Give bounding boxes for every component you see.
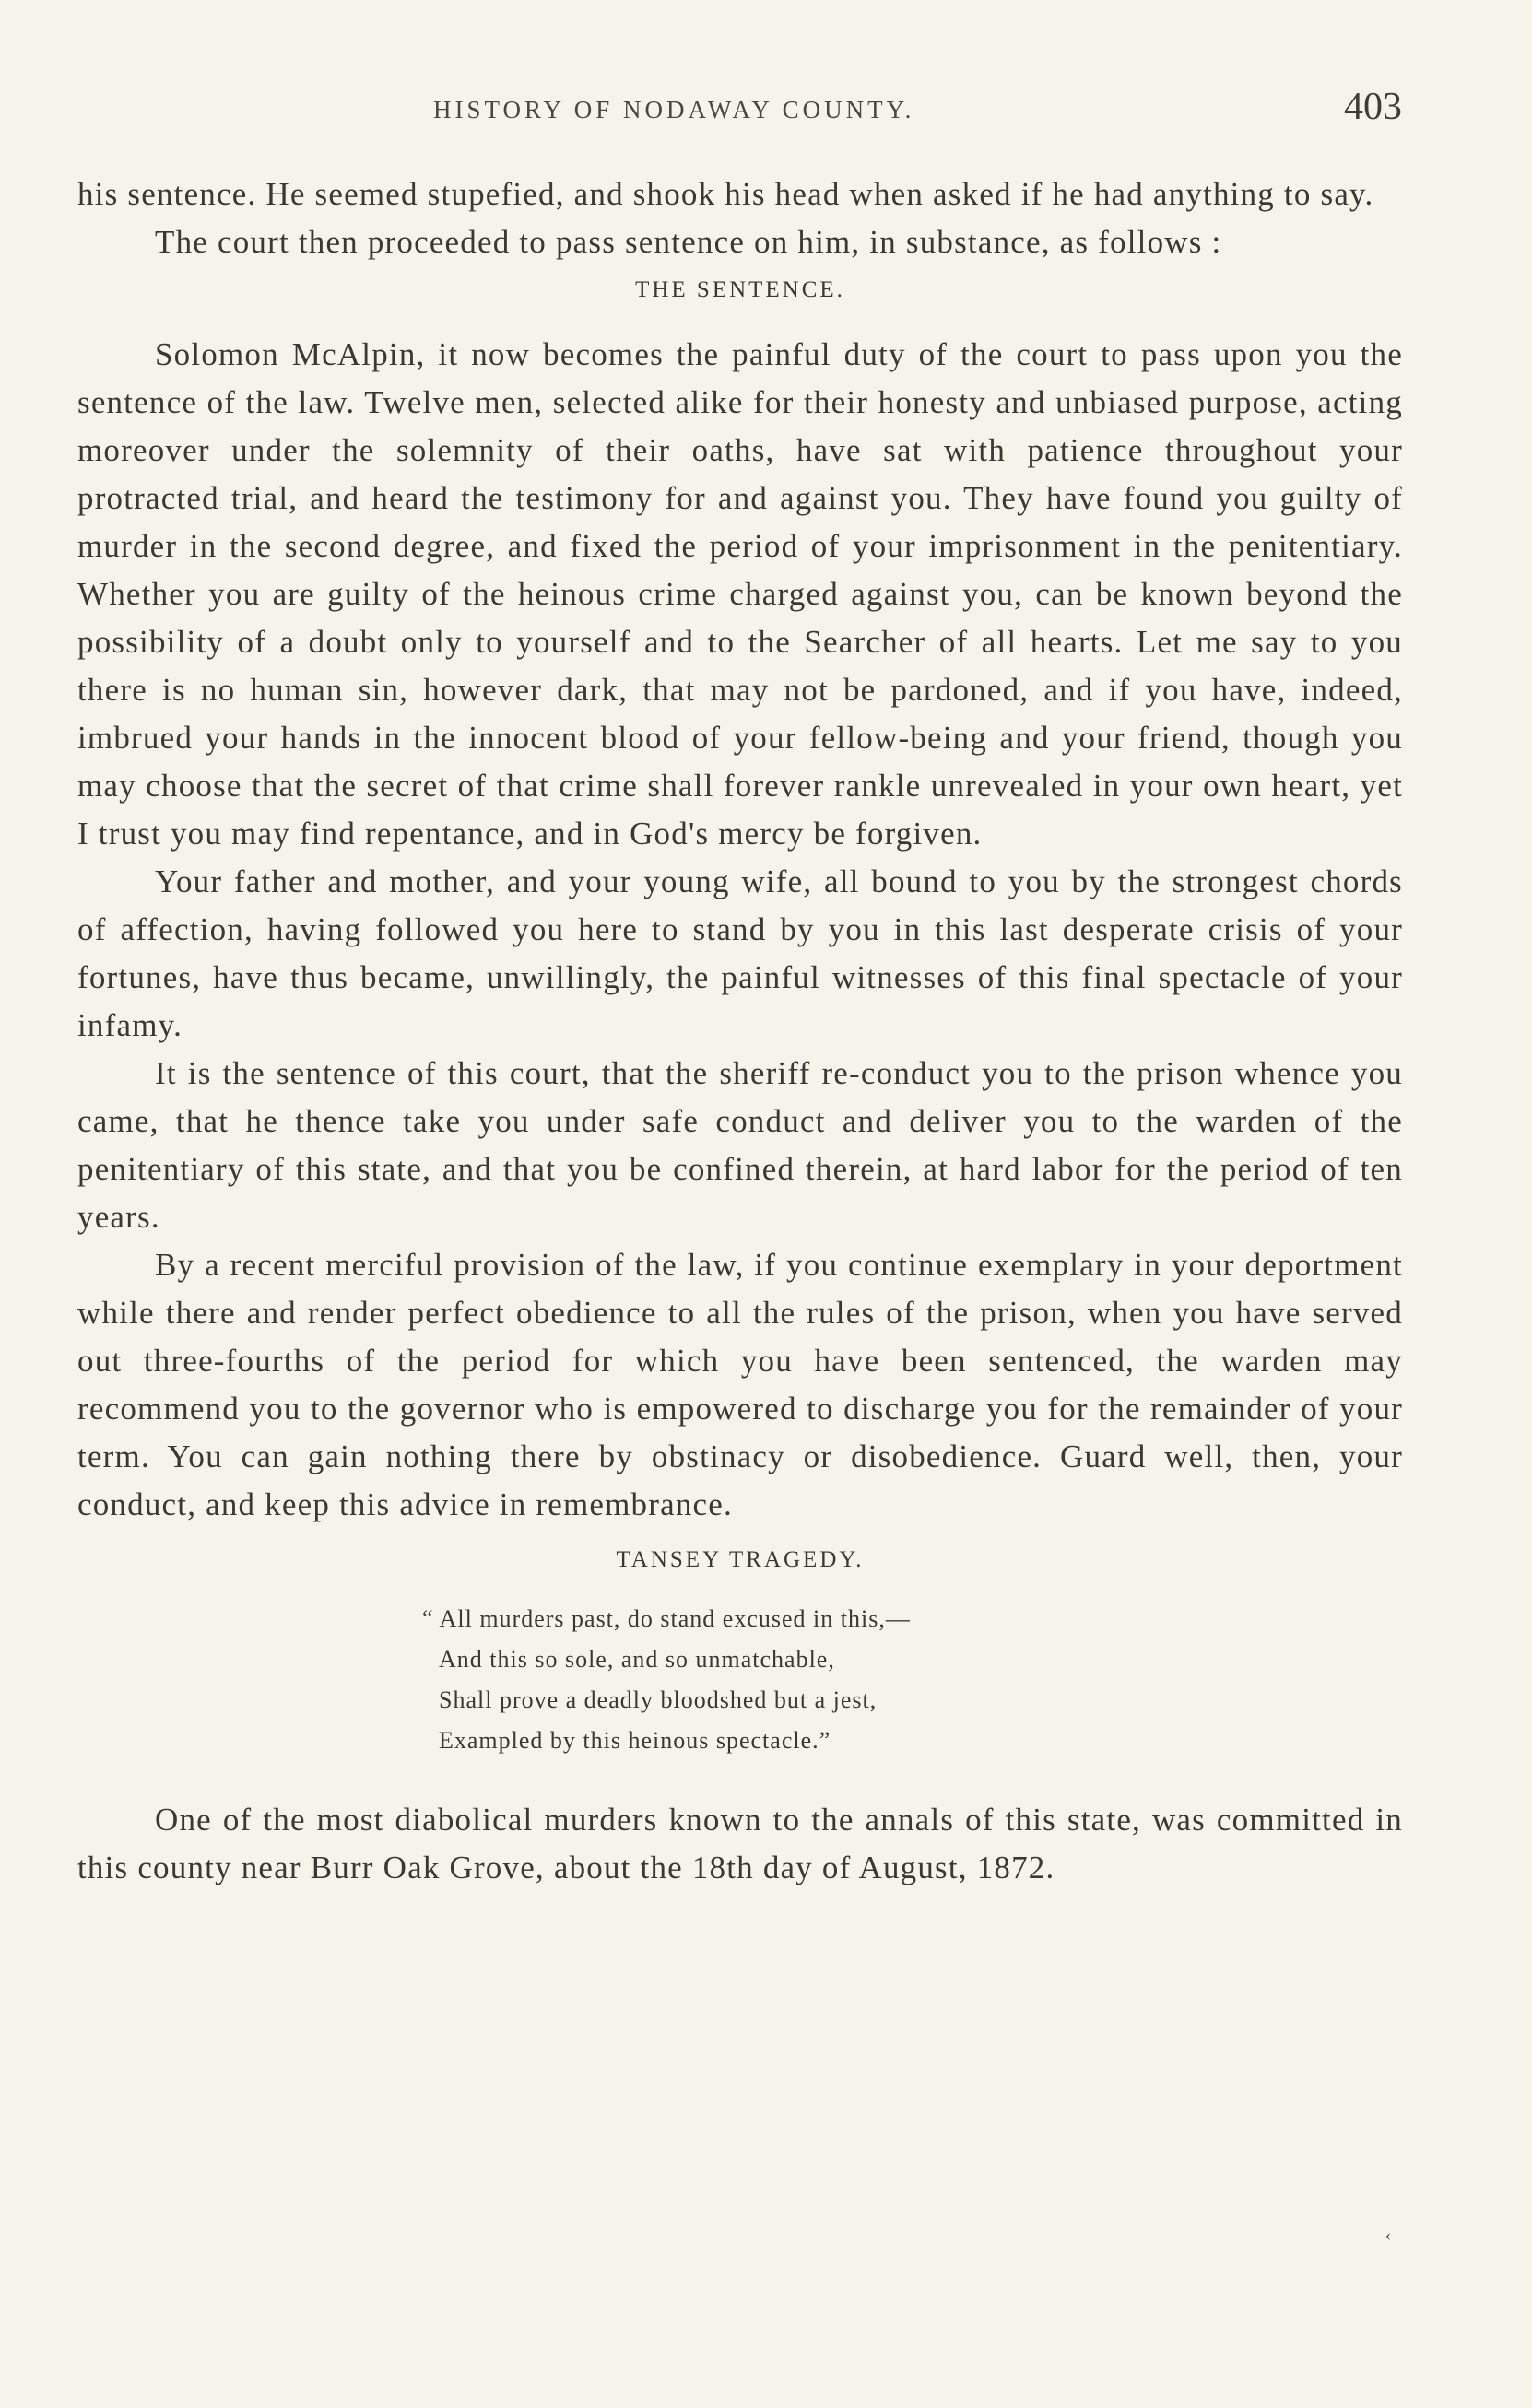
paragraph-5: It is the sentence of this court, that the sheriff re-conduct you to the prison whence you came, that he thence take you under safe conduct and deliver you to the warden of the penitentiary of this state, and that you be confined therein, at hard labor for the period of ten years. <box>77 1055 1403 1235</box>
paragraph-3: Solomon McAlpin, it now becomes the painful duty of the court to pass upon you the sentence of the law. Twelve men, selected alike for their honesty and unbiased purpose, acting moreover under the solemnity of their oaths, have sat with patience throughout your protracted trial, and heard the testimony for and against you. They have found you guilty of murder in the second degree, and fixed the period of your imprisonment in the penitentiary. Whether you are guilty of the heinous crime charged against you, can be known beyond the possibility of a doubt only to yourself and to the Searcher of all hearts. Let me say to you there is no human sin, however dark, that may not be pardoned, and if you have, indeed, imbrued your hands in the innocent blood of your fellow-being and your friend, though you may choose that the secret of that crime shall forever rankle unrevealed in your own heart, yet I trust you may find repentance, and in God's mercy be forgiven. <box>77 336 1403 852</box>
page-number: 403 <box>1344 86 1402 128</box>
paragraph-2: The court then proceeded to pass sentence on him, in substance, as follows : <box>155 224 1222 260</box>
poem-line: Exampled by this heinous spectacle.” <box>439 1727 831 1754</box>
margin-mark: ‹ <box>1385 2226 1391 2244</box>
poem-quote <box>422 1599 1403 1761</box>
paragraph-1: his sentence. He seemed stupefied, and shook his head when asked if he had anything to say. <box>77 176 1374 212</box>
running-title: HISTORY OF NODAWAY COUNTY. <box>433 96 915 123</box>
poem-line: Shall prove a deadly bloodshed but a jest, <box>439 1686 878 1713</box>
poem-line: “ All murders past, do stand excused in this,— <box>422 1605 911 1632</box>
section-heading-tansey: TANSEY TRAGEDY. <box>616 1547 865 1572</box>
paragraph-4: Your father and mother, and your young wife, all bound to you by the strongest chords of affection, having followed you here to stand by you in this last desperate crisis of your fortunes, have thus became, unwillingly, the painful witnesses of this final spectacle of your infamy. <box>77 863 1403 1043</box>
section-heading-sentence: THE SENTENCE. <box>635 277 845 302</box>
poem-line: And this so sole, and so unmatchable, <box>439 1646 835 1673</box>
body-text <box>77 170 1403 1892</box>
paragraph-7: One of the most diabolical murders known to the annals of this state, was committed in this county near Burr Oak Grove, about the 18th day of August, 1872. <box>77 1802 1403 1885</box>
paragraph-6: By a recent merciful provision of the law, if you continue exemplary in your deportment while there and render perfect obedience to all the rules of the prison, when you have served out three-fourths of the period for which you have been sentenced, the warden may recommend you to the governor who is empowered to discharge you for the remainder of your term. You can gain nothing there by obstinacy or disobedience. Guard well, then, your conduct, and keep this advice in remembrance. <box>77 1247 1403 1522</box>
page-header <box>0 85 1532 140</box>
